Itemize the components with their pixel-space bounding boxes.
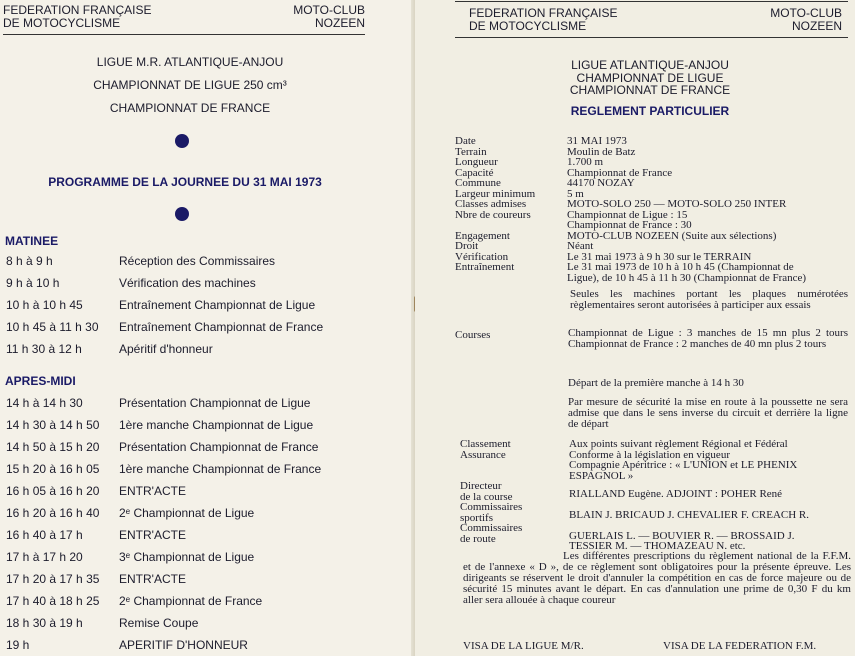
classement-values: [569, 439, 797, 481]
schedule-activity: Réception des Commissaires: [119, 254, 276, 268]
header-top-rule: [455, 1, 848, 2]
classement-value: Conforme à la législation en vigueur: [569, 448, 730, 461]
directeur-label: de route: [460, 532, 496, 545]
info-labels: [455, 136, 535, 273]
schedule-activity: 2ᵉ Championnat de France: [119, 594, 263, 608]
schedule-activity: 1ère manche Championnat de Ligue: [119, 418, 314, 432]
title-ligue: LIGUE M.R. ATLANTIQUE-ANJOU: [96, 55, 284, 69]
schedule-time: 8 h à 9 h: [6, 254, 53, 268]
schedule-time: 9 h à 10 h: [6, 276, 60, 290]
info-label: Vérification: [455, 250, 509, 263]
info-label: Longueur: [455, 156, 498, 168]
info-value: 44170 NOZAY: [567, 177, 635, 189]
schedule-activity: 3ᵉ Championnat de Ligue: [119, 550, 255, 564]
schedule-activity: 2ᵉ Championnat de Ligue: [119, 506, 255, 520]
directeur-label: de la course: [460, 490, 513, 503]
classement-label: Classement: [460, 438, 511, 450]
info-values: [567, 136, 806, 283]
info-label: Nbre de coureurs: [455, 208, 531, 221]
info-label: [455, 220, 535, 231]
bullet-dot-1: [175, 134, 189, 148]
left-page: [0, 0, 415, 656]
schedule-activity: Présentation Championnat de France: [119, 440, 319, 454]
info-value: Le 31 mai 1973 à 9 h 30 sur le TERRAIN: [567, 250, 752, 263]
title-championnat-france: CHAMPIONNAT DE FRANCE: [109, 101, 271, 115]
schedule-time: 16 h 05 à 16 h 20: [6, 484, 100, 498]
header-club-line1: MOTO-CLUB: [770, 6, 842, 20]
schedule-activity: ENTR'ACTE: [119, 572, 186, 586]
schedule-time: 17 h 40 à 18 h 25: [6, 594, 100, 608]
header-org-line1: FEDERATION FRANÇAISE: [3, 3, 152, 17]
info-value: 1.700 m: [567, 156, 604, 168]
info-value: MOTO-CLUB NOZEEN (Suite aux sélections): [567, 229, 777, 242]
info-value: Championnat de France: [567, 166, 673, 179]
reglement-title: REGLEMENT PARTICULIER: [570, 104, 730, 118]
schedule-activity: Vérification des machines: [119, 276, 256, 290]
matinee-label: MATINEE: [5, 234, 59, 248]
schedule-time: 10 h 45 à 11 h 30: [6, 320, 99, 334]
header-org-line1: FEDERATION FRANÇAISE: [469, 6, 618, 20]
directeur-text: RIALLAND Eugène. ADJOINT : POHER René: [569, 488, 783, 500]
schedule-time: 19 h: [6, 638, 30, 652]
info-value: 5 m: [567, 187, 584, 200]
header-club-line2: NOZEEN: [791, 19, 842, 33]
schedule-activity: Entraînement Championnat de France: [119, 320, 324, 334]
header-rule: [3, 34, 365, 35]
schedule-activity: ENTR'ACTE: [119, 484, 186, 498]
bullet-dot-2: [175, 207, 189, 221]
info-label: Date: [455, 135, 476, 147]
info-label: Largeur minimum: [455, 187, 536, 200]
schedule-activity: Entraînement Championnat de Ligue: [119, 298, 316, 312]
depart-text: Départ de la première manche à 14 h 30: [568, 377, 744, 389]
seules-paragraph: Seules les machines portant les plaques numérotées règlementaires seront autorisées à participer aux essais: [570, 288, 848, 311]
schedule-activity: ENTR'ACTE: [119, 528, 186, 542]
info-value: Néant: [567, 240, 594, 252]
header-club-line2: NOZEEN: [314, 16, 365, 30]
header-club-line1: MOTO-CLUB: [293, 3, 365, 17]
info-label: Classes admises: [455, 198, 527, 210]
commissaires-text: BLAIN J. BRICAUD J. CHEVALIER F. CREACH R.: [569, 509, 810, 521]
schedule-activity: Présentation Championnat de Ligue: [119, 396, 311, 410]
directeur-label: Commissaires: [460, 501, 523, 513]
info-label: Commune: [455, 177, 501, 189]
schedule-time: 14 h à 14 h 30: [6, 396, 83, 410]
right-page: [415, 0, 855, 656]
title-championnat-france: CHAMPIONNAT DE FRANCE: [569, 83, 731, 97]
schedule-time: 17 h 20 à 17 h 35: [6, 572, 100, 586]
header-org-line2: DE MOTOCYCLISME: [469, 19, 587, 33]
route-line1: GUERLAIS L. — BOUVIER R. — BROSSAID J.: [569, 530, 795, 542]
schedule-activity: Apéritif d'honneur: [119, 342, 213, 356]
courses-label: Courses: [455, 329, 491, 341]
info-value: Championnat de Ligue : 15: [567, 208, 688, 221]
directeur-label: Commissaires: [460, 522, 523, 534]
schedule-time: 16 h 40 à 17 h: [6, 528, 83, 542]
directeur-labels: [460, 481, 522, 544]
header-org-line2: DE MOTOCYCLISME: [3, 16, 121, 30]
courses-text: Championnat de Ligue : 3 manches de 15 mn plus 2 tours Championnat de France : 2 manches de 40 mn plus 2 tours: [568, 327, 848, 350]
classement-label: Assurance: [460, 448, 506, 461]
classement-labels: [460, 439, 511, 460]
directeur-label: sportifs: [460, 511, 493, 524]
visa-federation: VISA DE LA FEDERATION F.M.: [663, 640, 817, 652]
title-championnat-ligue: CHAMPIONNAT DE LIGUE: [576, 70, 724, 85]
schedule-time: 14 h 30 à 14 h 50: [6, 418, 100, 432]
schedule-time: 16 h 20 à 16 h 40: [6, 506, 100, 520]
classement-value: ESPAGNOL »: [569, 469, 634, 482]
schedule-activity: 1ère manche Championnat de France: [119, 462, 322, 476]
info-value: MOTO-SOLO 250 — MOTO-SOLO 250 INTER: [567, 198, 787, 210]
info-value: Le 31 mai 1973 de 10 h à 10 h 45 (Championnat de: [567, 261, 794, 273]
info-label: Terrain: [455, 145, 487, 158]
classement-value: Aux points suivant règlement Régional et Fédéral: [569, 438, 788, 450]
apres-midi-label: APRES-MIDI: [5, 374, 76, 388]
securite-text: Par mesure de sécurité la mise en route à la poussette ne sera admise que dans le sens inverse du circuit et derrière la ligne de départ: [568, 396, 848, 430]
schedule-time: 18 h 30 à 19 h: [6, 616, 83, 630]
info-value: Ligue), de 10 h 45 à 11 h 30 (Championnat de France): [567, 271, 807, 284]
schedule-activity: Remise Coupe: [119, 616, 199, 630]
info-label: Capacité: [455, 166, 494, 179]
info-label: Engagement: [455, 229, 510, 242]
visa-ligue: VISA DE LA LIGUE M/R.: [463, 640, 584, 652]
schedule-time: 17 h à 17 h 20: [6, 550, 83, 564]
title-ligue: LIGUE ATLANTIQUE-ANJOU: [571, 58, 729, 72]
directeur-label: Directeur: [460, 480, 502, 492]
classement-value: Compagnie Apéritrice : « L'UNION et LE PHENIX: [569, 459, 798, 471]
schedule-time: 11 h 30 à 12 h: [6, 342, 82, 356]
header-rule: [455, 37, 848, 38]
schedule-time: 15 h 20 à 16 h 05: [6, 462, 100, 476]
schedule-time: 10 h à 10 h 45: [6, 298, 83, 312]
info-value: Championnat de France : 30: [567, 219, 692, 231]
info-value: 31 MAI 1973: [567, 135, 627, 147]
right-titles: [555, 59, 745, 97]
route-line2: TESSIER M. — THOMAZEAU N. etc.: [569, 540, 746, 552]
info-value: Moulin de Batz: [567, 145, 636, 158]
title-championnat-ligue: CHAMPIONNAT DE LIGUE 250 cm³: [93, 78, 287, 92]
info-label: Entraînement: [455, 261, 515, 273]
final-paragraph: Les différentes prescriptions du règlement national de la F.F.M. et de l'annexe « D », de ce règlement sont obligatoires pour la présente épreuve. Les dirigeants se réservent le droit d'annuler la compétition en cas de force majeure ou de sécurité 15 minutes avant le départ. En cas d'annulation une prime de 0,30 F du km aller sera allouée à chaque coureur: [463, 550, 851, 606]
programme-title: PROGRAMME DE LA JOURNEE DU 31 MAI 1973: [48, 175, 322, 189]
schedule-time: 14 h 50 à 15 h 20: [6, 440, 100, 454]
info-label: Droit: [455, 240, 479, 252]
schedule-activity: APERITIF D'HONNEUR: [119, 638, 248, 652]
